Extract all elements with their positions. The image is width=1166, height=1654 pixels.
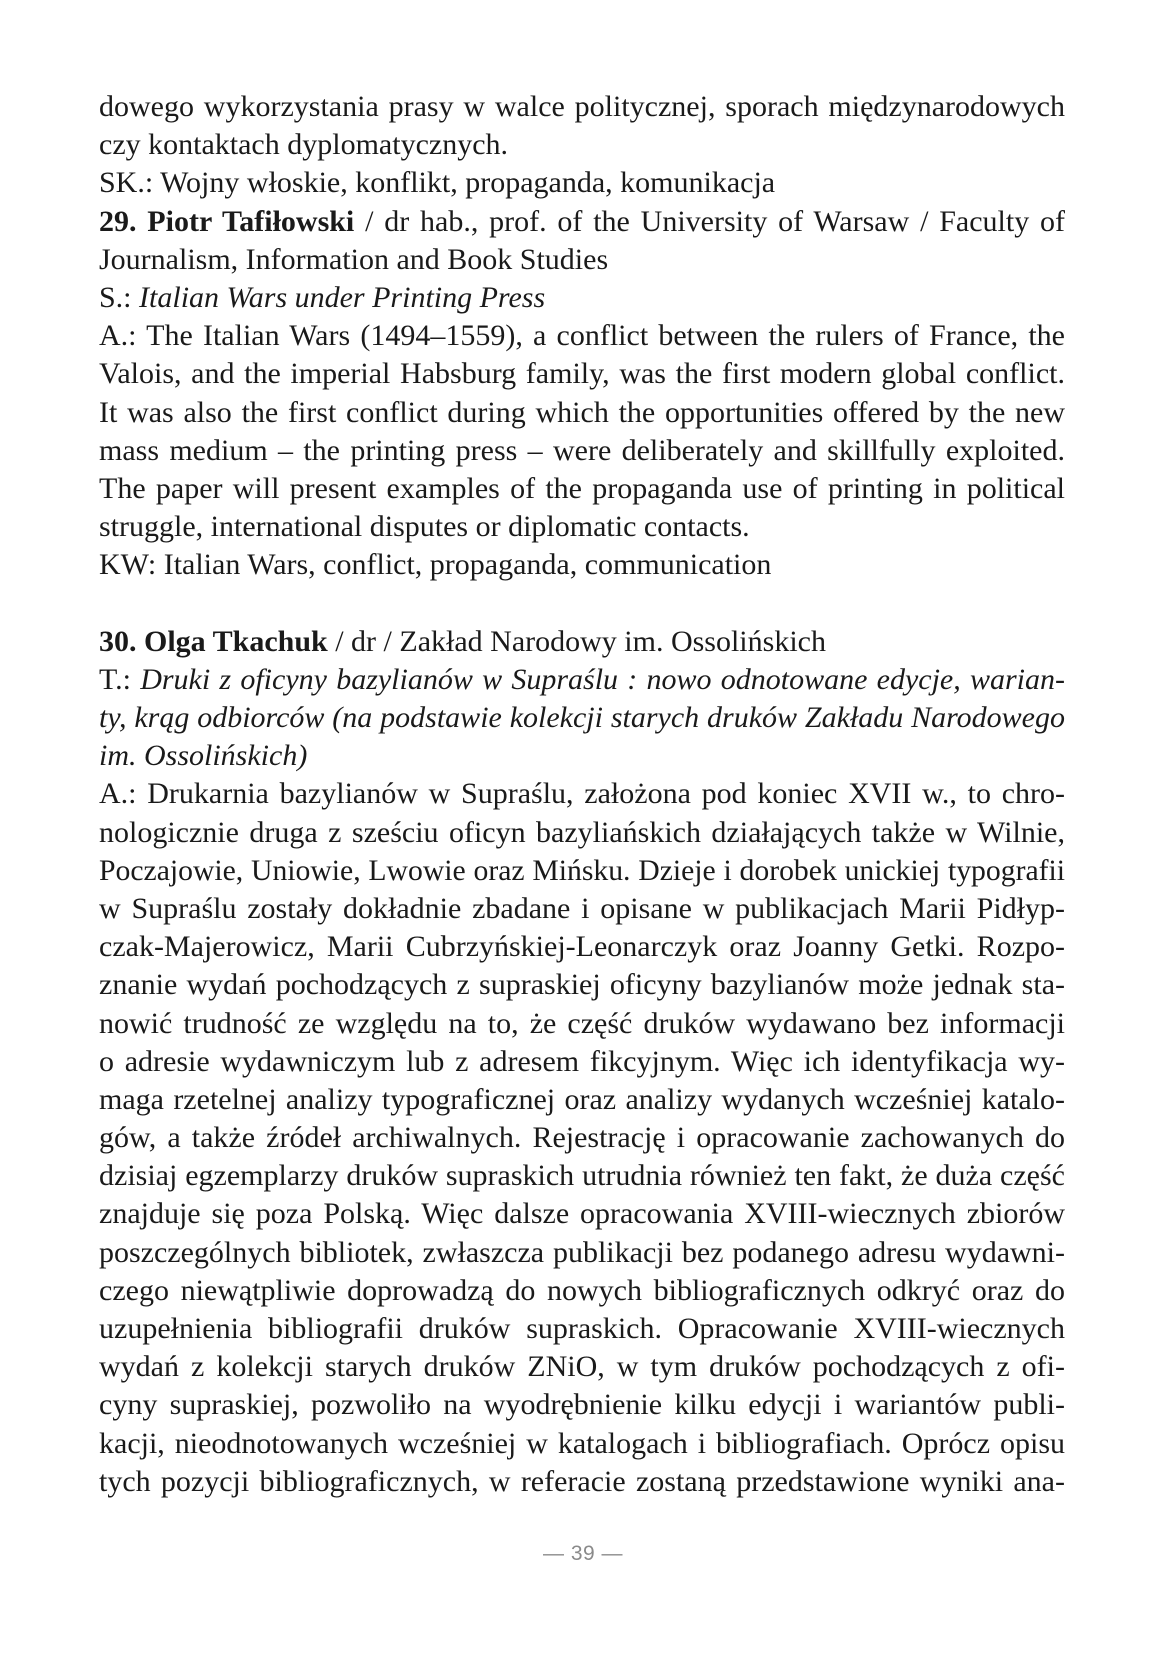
abstract-line: dzisiaj egzemplarzy druków supraskich utrudnia również ten fakt, że duża część bbox=[99, 1159, 1065, 1193]
abstract-line: nologicznie druga z sześciu oficyn bazyliańskich działających także w Wilnie, bbox=[99, 815, 1065, 849]
author-name: 29. Piotr Tafiłowski bbox=[99, 204, 355, 238]
entry-heading bbox=[99, 203, 1065, 241]
abstract-line: maga rzetelnej analizy typograficznej oraz analizy wydanych wcześniej katalo- bbox=[99, 1082, 1065, 1116]
keywords-line: KW: Italian Wars, conflict, propaganda, communication bbox=[99, 548, 772, 582]
page-number: — 39 — bbox=[542, 1542, 624, 1565]
abstract-line: tych pozycji bibliograficznych, w referacie zostaną przedstawione wyniki ana- bbox=[99, 1464, 1065, 1498]
subject-title: Italian Wars under Printing Press bbox=[139, 280, 546, 314]
abstract-line: mass medium – the printing press – were deliberately and skillfully exploited. bbox=[99, 433, 1065, 467]
text-line: dowego wykorzystania prasy w walce politycznej, sporach międzynarodowych bbox=[99, 90, 1065, 123]
abstract-line: znajduje się poza Polską. Więc dalsze opracowania XVIII-wiecznych zbiorów bbox=[99, 1197, 1065, 1231]
abstract-line: kacji, nieodnotowanych wcześniej w katalogach i bibliografiach. Oprócz opisu bbox=[99, 1426, 1065, 1460]
title-line bbox=[99, 661, 1065, 699]
subject-line bbox=[99, 279, 1065, 317]
abstract-line: cyny supraskiej, pozwoliło na wyodrębnienie kilku edycji i wariantów publi- bbox=[99, 1388, 1065, 1422]
author-affiliation: / dr hab., prof. of the University of Warsaw / Faculty of bbox=[354, 204, 1065, 238]
abstract-line: A.: The Italian Wars (1494–1559), a conflict between the rulers of France, the bbox=[99, 319, 1065, 353]
abstract-line: Poczajowie, Uniowie, Lwowie oraz Mińsku. Dzieje i dorobek unickiej typografii bbox=[99, 854, 1065, 887]
abstract-line: poszczególnych bibliotek, zwłaszcza publikacji bez podanego adresu wydawni- bbox=[99, 1235, 1065, 1269]
title-prefix: T.: bbox=[99, 662, 141, 696]
abstract-line: w Supraślu zostały dokładnie zbadane i opisane w publikacjach Marii Pidłyp- bbox=[99, 891, 1065, 925]
abstract-line: gów, a także źródeł archiwalnych. Rejestrację i opracowanie zachowanych do bbox=[99, 1121, 1065, 1155]
abstract-line: Valois, and the imperial Habsburg family, was the first modern global conflict. bbox=[99, 357, 1065, 391]
abstract-line: It was also the first conflict during which the opportunities offered by the new bbox=[99, 395, 1065, 429]
page-body bbox=[99, 88, 1065, 1501]
title-line: ty, krąg odbiorców (na podstawie kolekcji starych druków Zakładu Narodowego bbox=[99, 701, 1065, 734]
keywords-line: SK.: Wojny włoskie, konflikt, propaganda, komunikacja bbox=[99, 166, 776, 200]
title-line: im. Ossolińskich) bbox=[99, 739, 308, 773]
abstract-line: znanie wydań pochodzących z supraskiej oficyny bazylianów może jednak sta- bbox=[99, 968, 1065, 1002]
abstract-line: uzupełnienia bibliografii druków supraskich. Opracowanie XVIII-wiecznych bbox=[99, 1312, 1065, 1345]
author-affiliation: / dr / Zakład Narodowy im. Ossolińskich bbox=[327, 624, 826, 658]
paragraph-spacer bbox=[99, 584, 1065, 622]
title-text: Druki z oficyny bazylianów w Supraślu : nowo odnotowane edycje, warian- bbox=[140, 662, 1066, 696]
abstract-line: o adresie wydawniczym lub z adresem fikcyjnym. Więc ich identyfikacja wy- bbox=[99, 1044, 1065, 1078]
abstract-line: wydań z kolekcji starych druków ZNiO, w tym druków pochodzących z ofi- bbox=[99, 1350, 1065, 1384]
abstract-line: struggle, international disputes or diplomatic contacts. bbox=[99, 510, 750, 544]
abstract-line: nowić trudność ze względu na to, że część druków wydawano bez informacji bbox=[99, 1006, 1065, 1040]
entry-heading bbox=[99, 623, 1065, 661]
author-name: 30. Olga Tkachuk bbox=[99, 624, 328, 658]
subject-prefix: S.: bbox=[99, 280, 140, 314]
abstract-line: czak-Majerowicz, Marii Cubrzyńskiej-Leonarczyk oraz Joanny Getki. Rozpo- bbox=[99, 930, 1065, 964]
abstract-line: czego niewątpliwie doprowadzą do nowych bibliograficznych odkryć oraz do bbox=[99, 1273, 1065, 1307]
text-line: czy kontaktach dyplomatycznych. bbox=[99, 128, 509, 162]
abstract-line: The paper will present examples of the propaganda use of printing in political bbox=[99, 471, 1065, 505]
abstract-line: A.: Drukarnia bazylianów w Supraślu, założona pod koniec XVII w., to chro- bbox=[99, 777, 1065, 811]
affiliation-line: Journalism, Information and Book Studies bbox=[99, 242, 609, 276]
